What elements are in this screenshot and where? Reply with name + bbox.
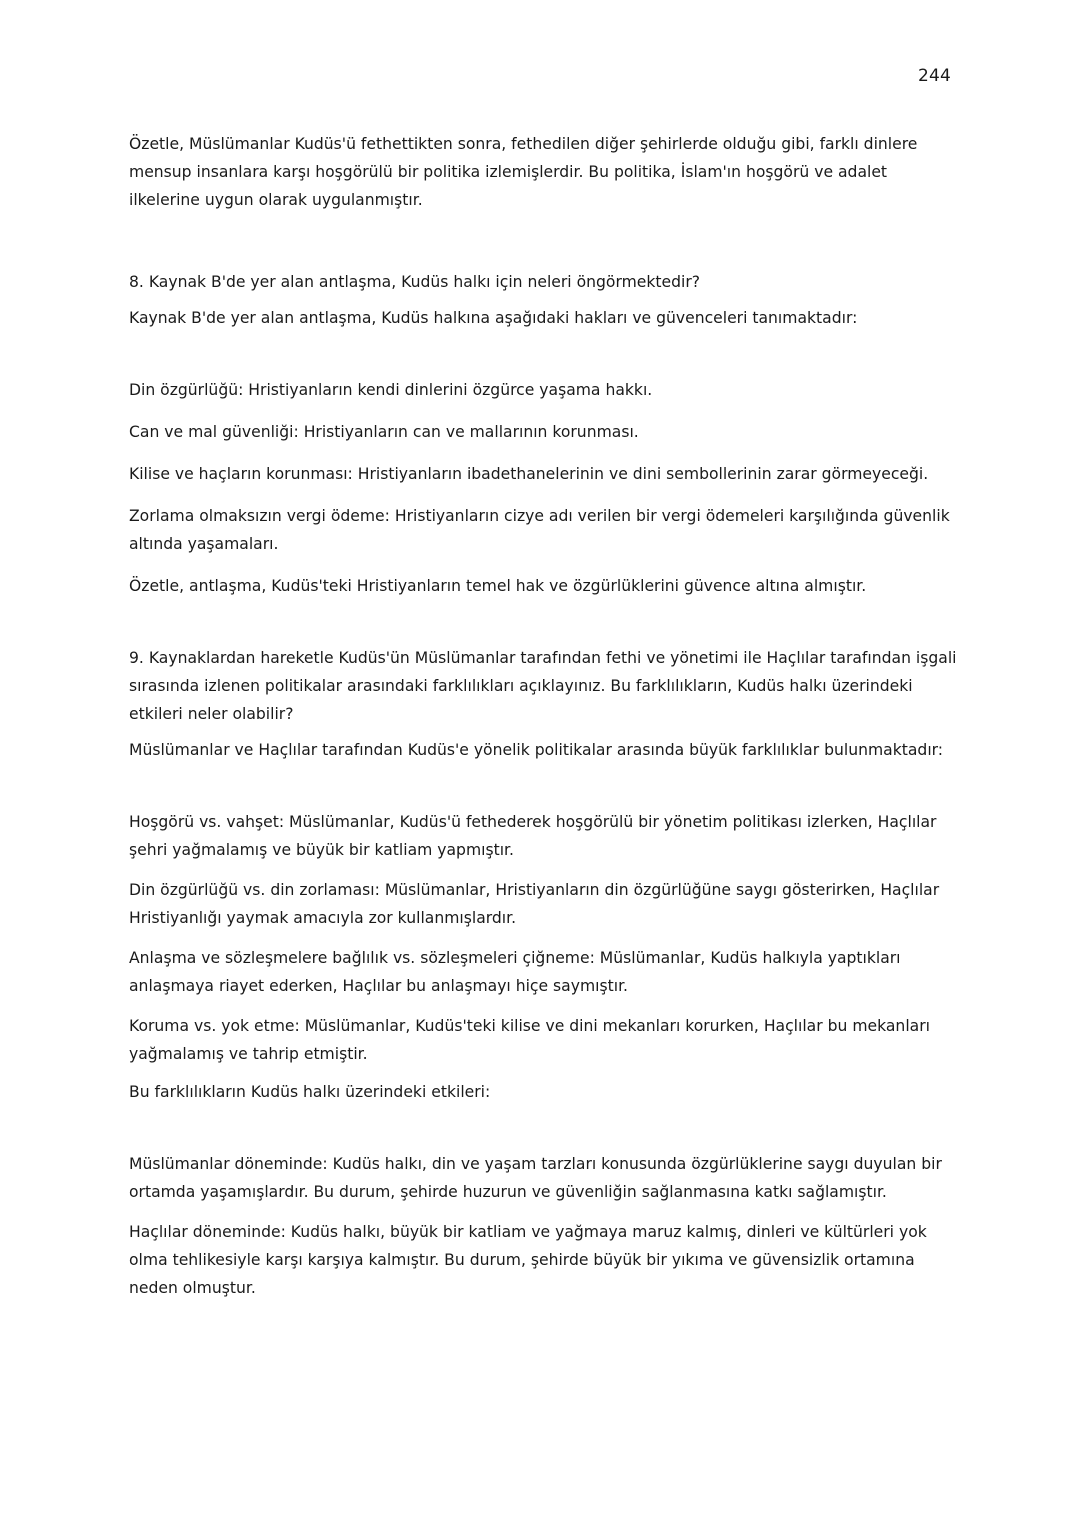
question-8: 8. Kaynak B'de yer alan antlaşma, Kudüs halkı için neleri öngörmektedir? [129,273,701,291]
question-8-item: Kilise ve haçların korunması: Hristiyanların ibadethanelerinin ve dini sembollerinin zarar görmeyeceği. [129,465,929,483]
question-9-effect: Müslümanlar döneminde: Kudüs halkı, din ve yaşam tarzları konusunda özgürlüklerine saygı duyulan bir ortamda yaşamışlardır. Bu durum, şehirde huzurun ve güvenliğin sağlanmasına katkı sağlamıştır. [129,1155,942,1201]
question-9-item: Din özgürlüğü vs. din zorlaması: Müslümanlar, Hristiyanların din özgürlüğüne saygı gösterirken, Haçlılar Hristiyanlığı yaymak amacıyla zor kullanmışlardır. [129,881,940,927]
question-9: 9. Kaynaklardan hareketle Kudüs'ün Müslümanlar tarafından fethi ve yönetimi ile Haçlılar tarafından işgali sırasında izlenen politikalar arasındaki farklılıkları açıklayınız. Bu farklılıkların, Kudüs halkı üzerindeki etkileri neler olabilir? [129,649,957,723]
question-9-item: Hoşgörü vs. vahşet: Müslümanlar, Kudüs'ü fethederek hoşgörülü bir yönetim politikası izlerken, Haçlılar şehri yağmalamış ve büyük bir katliam yapmıştır. [129,813,937,859]
document-body [129,130,959,1302]
page-number: 244 [918,66,952,86]
question-9-item: Anlaşma ve sözleşmelere bağlılık vs. sözleşmeleri çiğneme: Müslümanlar, Kudüs halkıyla yaptıkları anlaşmaya riayet ederken, Haçlılar bu anlaşmayı hiçe saymıştır. [129,949,901,995]
question-9-item: Koruma vs. yok etme: Müslümanlar, Kudüs'teki kilise ve dini mekanları korurken, Haçlılar bu mekanları yağmalamış ve tahrip etmiştir. [129,1017,930,1063]
question-9-answer-intro: Müslümanlar ve Haçlılar tarafından Kudüs'e yönelik politikalar arasında büyük farklılıklar bulunmaktadır: [129,741,944,759]
summary-paragraph: Özetle, Müslümanlar Kudüs'ü fethettikten sonra, fethedilen diğer şehirlerde olduğu gibi, farklı dinlere mensup insanlara karşı hoşgörülü bir politika izlemişlerdir. Bu politika, İslam'ın hoşgörü ve adalet ilkelerine uygun olarak uygulanmıştır. [129,135,918,209]
question-8-summary: Özetle, antlaşma, Kudüs'teki Hristiyanların temel hak ve özgürlüklerini güvence altına almıştır. [129,577,867,595]
question-8-item: Zorlama olmaksızın vergi ödeme: Hristiyanların cizye adı verilen bir vergi ödemeleri karşılığında güvenlik altında yaşamaları. [129,507,950,553]
question-8-item: Din özgürlüğü: Hristiyanların kendi dinlerini özgürce yaşama hakkı. [129,381,653,399]
question-9-effects-intro: Bu farklılıkların Kudüs halkı üzerindeki etkileri: [129,1083,491,1101]
question-8-answer-intro: Kaynak B'de yer alan antlaşma, Kudüs halkına aşağıdaki hakları ve güvenceleri tanımaktadır: [129,309,858,327]
question-9-effect: Haçlılar döneminde: Kudüs halkı, büyük bir katliam ve yağmaya maruz kalmış, dinleri ve kültürleri yok olma tehlikesiyle karşı karşıya kalmıştır. Bu durum, şehirde büyük bir yıkıma ve güvensizlik ortamına neden olmuştur. [129,1223,927,1297]
question-8-item: Can ve mal güvenliği: Hristiyanların can ve mallarının korunması. [129,423,639,441]
